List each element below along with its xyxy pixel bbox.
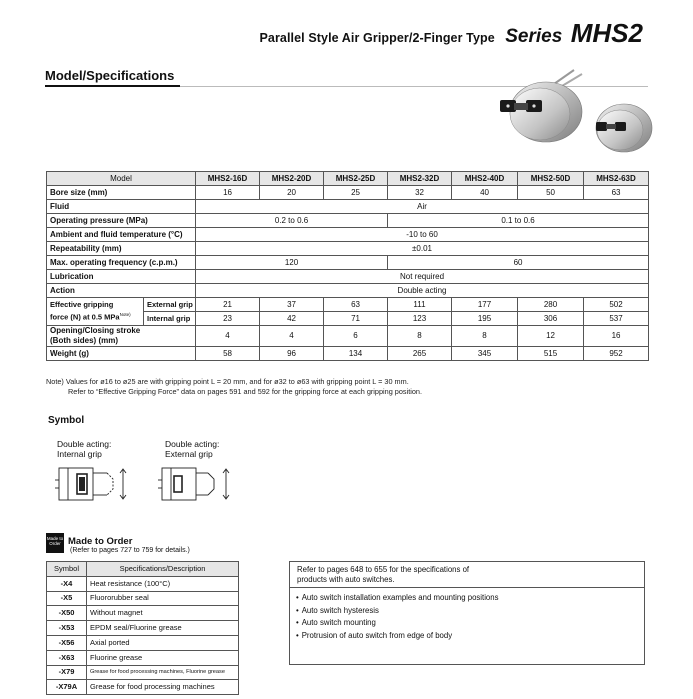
mto-symbol: -X53	[47, 621, 87, 636]
mto-symbol: -X63	[47, 650, 87, 665]
internal-grip-value: 195	[452, 312, 518, 326]
grip-note-mark: Note)	[119, 312, 131, 318]
external-grip-value: 37	[260, 298, 324, 312]
external-grip-value: 177	[452, 298, 518, 312]
action-row	[47, 284, 649, 298]
mto-row	[47, 635, 239, 650]
frequency-large-value: 60	[388, 256, 649, 270]
external-grip-symbol-label	[165, 439, 219, 459]
stroke-value: 8	[388, 326, 452, 347]
fluid-label: Fluid	[47, 200, 196, 214]
ref-box-heading	[290, 562, 644, 588]
weight-value: 265	[388, 347, 452, 361]
mto-symbol: -X50	[47, 606, 87, 621]
mto-desc: Fluorine grease	[87, 650, 239, 665]
mto-col-symbol: Symbol	[47, 562, 87, 577]
mto-row	[47, 621, 239, 636]
mto-row	[47, 665, 239, 680]
repeatability-row	[47, 242, 649, 256]
mto-desc: EPDM seal/Fluorine grease	[87, 621, 239, 636]
auto-switch-reference-box	[289, 561, 645, 665]
spec-header-row	[47, 172, 649, 186]
mto-symbol: -X79	[47, 665, 87, 680]
model-header: Model	[47, 172, 196, 186]
stroke-label-line2: (Both sides) (mm)	[50, 336, 118, 345]
weight-value: 515	[518, 347, 584, 361]
frequency-label: Max. operating frequency (c.p.m.)	[47, 256, 196, 270]
spec-note	[46, 377, 422, 397]
action-label: Action	[47, 284, 196, 298]
grip-force-label-line1: Effective gripping	[50, 300, 114, 310]
grip-force-label	[47, 298, 144, 326]
internal-grip-label: Internal grip	[144, 312, 196, 326]
mto-symbol: -X56	[47, 635, 87, 650]
product-photo	[496, 64, 656, 172]
section-rule	[45, 85, 180, 87]
mto-row	[47, 680, 239, 695]
model-col: MHS2-63D	[584, 172, 649, 186]
bore-value: 20	[260, 186, 324, 200]
external-grip-value: 21	[196, 298, 260, 312]
internal-grip-label-line2: Internal grip	[57, 449, 102, 459]
page-header	[259, 18, 643, 49]
mto-icon-text-1: Made to	[46, 536, 64, 541]
model-col: MHS2-50D	[518, 172, 584, 186]
mto-desc: Grease for food processing machines	[87, 680, 239, 695]
internal-grip-value: 537	[584, 312, 649, 326]
stroke-value: 12	[518, 326, 584, 347]
bore-value: 40	[452, 186, 518, 200]
stroke-value: 8	[452, 326, 518, 347]
weight-label: Weight (g)	[47, 347, 196, 361]
bore-value: 16	[196, 186, 260, 200]
frequency-row	[47, 256, 649, 270]
stroke-value: 4	[196, 326, 260, 347]
repeatability-value: ±0.01	[196, 242, 649, 256]
frequency-small-value: 120	[196, 256, 388, 270]
temperature-label: Ambient and fluid temperature (°C)	[47, 228, 196, 242]
pressure-label: Operating pressure (MPa)	[47, 214, 196, 228]
stroke-label	[47, 326, 196, 347]
weight-value: 134	[324, 347, 388, 361]
stroke-label-line1: Opening/Closing stroke	[50, 326, 141, 335]
mto-desc: Heat resistance (100°C)	[87, 576, 239, 591]
bore-label: Bore size (mm)	[47, 186, 196, 200]
ref-list-item: • Auto switch hysteresis	[296, 605, 644, 618]
model-col: MHS2-20D	[260, 172, 324, 186]
bore-value: 63	[584, 186, 649, 200]
mto-row	[47, 576, 239, 591]
note-line-1: Note) Values for ø16 to ø25 are with gripping point L = 20 mm, and for ø32 to ø63 with gripping point L = 30 mm.	[46, 377, 409, 386]
mto-symbol: -X4	[47, 576, 87, 591]
internal-grip-value: 42	[260, 312, 324, 326]
model-col: MHS2-25D	[324, 172, 388, 186]
temperature-value: -10 to 60	[196, 228, 649, 242]
mto-symbol: -X79A	[47, 680, 87, 695]
action-value: Double acting	[196, 284, 649, 298]
mto-col-desc: Specifications/Description	[87, 562, 239, 577]
internal-grip-symbol-icon	[55, 458, 135, 510]
made-to-order-subtitle: (Refer to pages 727 to 759 for details.)	[70, 547, 190, 554]
mto-desc: Grease for food processing machines, Fluorine grease	[87, 665, 239, 680]
stroke-value: 4	[260, 326, 324, 347]
mto-row	[47, 650, 239, 665]
internal-grip-label-line1: Double acting:	[57, 439, 112, 449]
external-grip-value: 111	[388, 298, 452, 312]
internal-grip-value: 123	[388, 312, 452, 326]
model-col: MHS2-40D	[452, 172, 518, 186]
header-subtitle: Parallel Style Air Gripper/2-Finger Type	[259, 31, 495, 45]
lubrication-row	[47, 270, 649, 284]
mto-desc: Without magnet	[87, 606, 239, 621]
internal-grip-value: 23	[196, 312, 260, 326]
pressure-large-value: 0.1 to 0.6	[388, 214, 649, 228]
mto-symbol: -X5	[47, 591, 87, 606]
mto-row	[47, 606, 239, 621]
mto-header-row	[47, 562, 239, 577]
bore-value: 50	[518, 186, 584, 200]
external-grip-value: 280	[518, 298, 584, 312]
header-series-label: Series	[505, 26, 563, 47]
spec-table	[46, 171, 649, 361]
header-model: MHS2	[570, 18, 643, 48]
grip-force-label-line2: force (N) at 0.5 MPa	[50, 312, 120, 322]
ref-box-list	[290, 592, 644, 642]
external-grip-value: 63	[324, 298, 388, 312]
made-to-order-table	[46, 561, 239, 695]
fluid-row	[47, 200, 649, 214]
weight-value: 345	[452, 347, 518, 361]
lubrication-label: Lubrication	[47, 270, 196, 284]
internal-grip-value: 71	[324, 312, 388, 326]
ref-list-item: • Protrusion of auto switch from edge of body	[296, 630, 644, 643]
mto-desc: Fluororubber seal	[87, 591, 239, 606]
note-line-2: Refer to “Effective Gripping Force” data on pages 591 and 592 for the gripping force at each gripping position.	[68, 387, 422, 396]
fluid-value: Air	[196, 200, 649, 214]
mto-icon-text-2: Order	[49, 541, 61, 546]
external-grip-row	[47, 298, 649, 312]
symbol-title: Symbol	[48, 415, 85, 426]
stroke-row	[47, 326, 649, 347]
weight-value: 96	[260, 347, 324, 361]
temperature-row	[47, 228, 649, 242]
made-to-order-icon	[46, 533, 64, 553]
ref-list-item: • Auto switch installation examples and mounting positions	[296, 592, 644, 605]
made-to-order-title: Made to Order	[68, 536, 133, 547]
mto-desc: Axial ported	[87, 635, 239, 650]
weight-row	[47, 347, 649, 361]
section-title: Model/Specifications	[45, 68, 175, 83]
external-grip-label-line2: External grip	[165, 449, 213, 459]
ref-head-line2: products with auto switches.	[297, 575, 395, 584]
stroke-value: 6	[324, 326, 388, 347]
model-col: MHS2-32D	[388, 172, 452, 186]
stroke-value: 16	[584, 326, 649, 347]
internal-grip-value: 306	[518, 312, 584, 326]
repeatability-label: Repeatability (mm)	[47, 242, 196, 256]
weight-value: 58	[196, 347, 260, 361]
external-grip-value: 502	[584, 298, 649, 312]
external-grip-label: External grip	[144, 298, 196, 312]
ref-head-line1: Refer to pages 648 to 655 for the specifications of	[297, 565, 470, 574]
pressure-small-value: 0.2 to 0.6	[196, 214, 388, 228]
mto-row	[47, 591, 239, 606]
lubrication-value: Not required	[196, 270, 649, 284]
external-grip-symbol-icon	[158, 458, 238, 510]
pressure-row	[47, 214, 649, 228]
internal-grip-symbol-label	[57, 439, 111, 459]
external-grip-label-line1: Double acting:	[165, 439, 220, 449]
bore-row	[47, 186, 649, 200]
ref-list-item: • Auto switch mounting	[296, 617, 644, 630]
bore-value: 32	[388, 186, 452, 200]
bore-value: 25	[324, 186, 388, 200]
weight-value: 952	[584, 347, 649, 361]
model-col: MHS2-16D	[196, 172, 260, 186]
